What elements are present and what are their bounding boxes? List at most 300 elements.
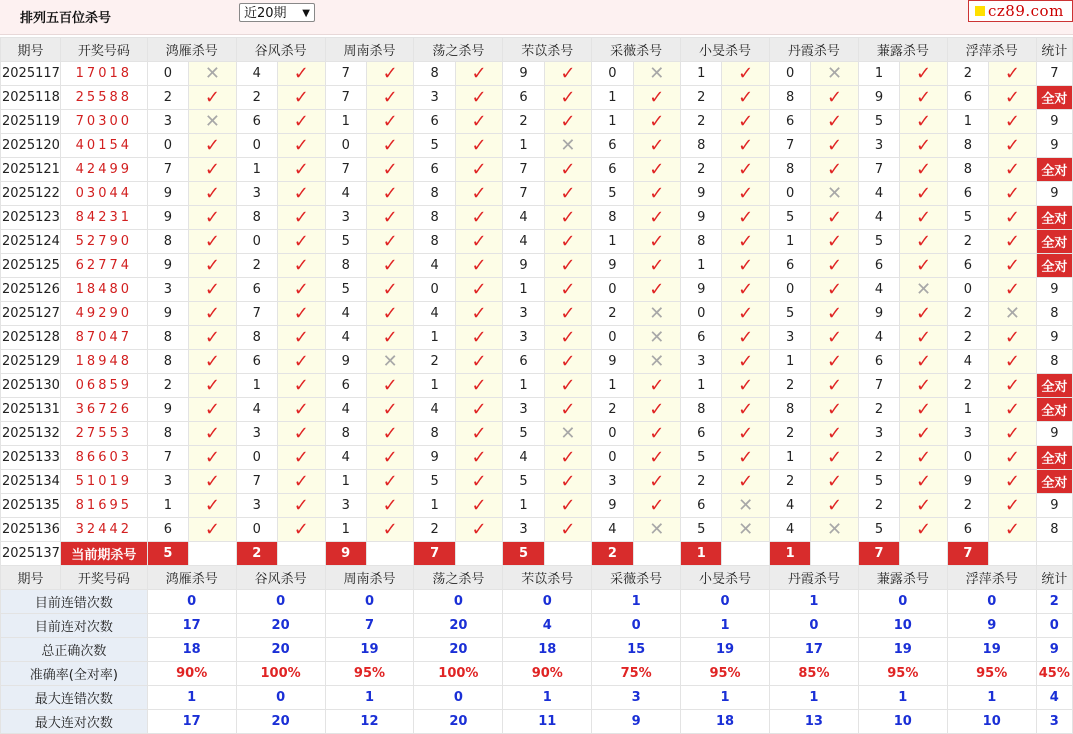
correct-mark-cell xyxy=(633,278,681,302)
correct-mark-cell xyxy=(544,86,592,110)
kill-number: 4 xyxy=(503,446,544,470)
check-icon: ✓ xyxy=(1004,230,1020,252)
kill-number: 4 xyxy=(769,518,810,542)
kill-number: 5 xyxy=(325,278,366,302)
correct-mark-cell xyxy=(455,422,503,446)
kill-number: 1 xyxy=(681,374,722,398)
check-icon: ✓ xyxy=(471,518,487,540)
kill-number: 8 xyxy=(681,134,722,158)
correct-mark-cell xyxy=(366,302,414,326)
kill-number: 3 xyxy=(236,422,277,446)
summary-value: 0 xyxy=(858,590,947,614)
correct-mark-cell xyxy=(989,494,1037,518)
correct-mark-cell xyxy=(900,110,948,134)
site-logo[interactable] xyxy=(968,0,1073,22)
check-icon: ✓ xyxy=(560,182,576,204)
summary-value: 20 xyxy=(414,614,503,638)
summary-value: 90% xyxy=(503,662,592,686)
row-stat: 全对 xyxy=(1036,398,1072,422)
check-icon: ✓ xyxy=(827,350,843,372)
correct-mark-cell xyxy=(277,110,325,134)
summary-value: 0 xyxy=(769,614,858,638)
correct-mark-cell xyxy=(900,134,948,158)
summary-value: 7 xyxy=(325,614,414,638)
check-icon: ✓ xyxy=(471,182,487,204)
check-icon: ✓ xyxy=(293,278,309,300)
check-icon: ✓ xyxy=(471,422,487,444)
current-issue-number: 2025137 xyxy=(1,542,61,566)
table-row xyxy=(1,422,1073,446)
check-icon: ✓ xyxy=(382,446,398,468)
summary-value: 20 xyxy=(414,710,503,734)
correct-mark-cell xyxy=(189,422,237,446)
correct-mark-cell xyxy=(900,494,948,518)
correct-mark-cell xyxy=(989,62,1037,86)
check-icon: ✓ xyxy=(293,518,309,540)
kill-number: 4 xyxy=(236,62,277,86)
correct-mark-cell xyxy=(989,278,1037,302)
kill-number: 9 xyxy=(147,302,188,326)
kill-number: 3 xyxy=(147,470,188,494)
kill-number: 4 xyxy=(414,254,455,278)
check-icon: ✓ xyxy=(738,206,754,228)
table-row xyxy=(1,302,1073,326)
kill-number: 1 xyxy=(769,230,810,254)
kill-number: 1 xyxy=(947,110,988,134)
check-icon: ✓ xyxy=(738,326,754,348)
kill-number: 8 xyxy=(414,230,455,254)
kill-number: 6 xyxy=(147,518,188,542)
correct-mark-cell xyxy=(633,230,681,254)
kill-number: 0 xyxy=(769,62,810,86)
winning-number: 27553 xyxy=(60,422,147,446)
wrong-mark-cell xyxy=(544,422,592,446)
winning-number: 81695 xyxy=(60,494,147,518)
column-header-winning-number: 开奖号码 xyxy=(60,38,147,62)
winning-number: 42499 xyxy=(60,158,147,182)
kill-number: 6 xyxy=(858,254,899,278)
summary-value: 0 xyxy=(414,686,503,710)
check-icon: ✓ xyxy=(1004,518,1020,540)
check-icon: ✓ xyxy=(1004,86,1020,108)
correct-mark-cell xyxy=(633,398,681,422)
row-stat: 8 xyxy=(1036,518,1072,542)
correct-mark-cell xyxy=(900,398,948,422)
kill-number: 0 xyxy=(592,278,633,302)
check-icon: ✓ xyxy=(382,302,398,324)
row-stat: 7 xyxy=(1036,62,1072,86)
check-icon: ✓ xyxy=(293,182,309,204)
correct-mark-cell xyxy=(277,518,325,542)
check-icon: ✓ xyxy=(827,470,843,492)
check-icon: ✓ xyxy=(293,134,309,156)
correct-mark-cell xyxy=(900,350,948,374)
correct-mark-cell xyxy=(544,350,592,374)
wrong-mark-cell xyxy=(189,110,237,134)
row-stat: 8 xyxy=(1036,302,1072,326)
correct-mark-cell xyxy=(633,158,681,182)
kill-number: 7 xyxy=(325,86,366,110)
wrong-mark-cell xyxy=(989,302,1037,326)
summary-value: 0 xyxy=(236,590,325,614)
kill-number: 6 xyxy=(947,518,988,542)
check-icon: ✓ xyxy=(204,134,220,156)
correct-mark-cell xyxy=(544,326,592,350)
kill-number: 0 xyxy=(147,62,188,86)
check-icon: ✓ xyxy=(915,182,932,204)
summary-value: 18 xyxy=(503,638,592,662)
kill-number: 0 xyxy=(592,326,633,350)
check-icon: ✓ xyxy=(649,422,665,444)
kill-number: 8 xyxy=(414,62,455,86)
kill-number: 2 xyxy=(681,158,722,182)
correct-mark-cell xyxy=(633,494,681,518)
kill-number: 8 xyxy=(947,134,988,158)
check-icon: ✓ xyxy=(293,470,309,492)
check-icon: ✓ xyxy=(827,230,843,252)
check-icon: ✓ xyxy=(471,470,487,492)
kill-number: 2 xyxy=(858,398,899,422)
check-icon: ✓ xyxy=(915,398,932,420)
kill-number: 9 xyxy=(147,206,188,230)
kill-number: 6 xyxy=(414,110,455,134)
correct-mark-cell xyxy=(989,110,1037,134)
check-icon: ✓ xyxy=(382,206,398,228)
kill-number: 8 xyxy=(325,254,366,278)
check-icon: ✓ xyxy=(560,230,576,252)
correct-mark-cell xyxy=(633,110,681,134)
check-icon: ✓ xyxy=(293,110,309,132)
check-icon: ✓ xyxy=(738,110,754,132)
cross-icon: ✕ xyxy=(204,62,220,84)
current-stat-blank xyxy=(1036,542,1072,566)
current-kill-blank xyxy=(811,542,859,566)
kill-number: 2 xyxy=(947,230,988,254)
correct-mark-cell xyxy=(633,446,681,470)
check-icon: ✓ xyxy=(293,494,309,516)
kill-number: 9 xyxy=(414,446,455,470)
summary-value: 18 xyxy=(681,710,770,734)
check-icon: ✓ xyxy=(471,350,487,372)
kill-number: 4 xyxy=(858,326,899,350)
correct-mark-cell xyxy=(277,182,325,206)
kill-number: 0 xyxy=(236,230,277,254)
wrong-mark-cell xyxy=(633,350,681,374)
correct-mark-cell xyxy=(722,398,770,422)
winning-number: 84231 xyxy=(60,206,147,230)
kill-number: 6 xyxy=(325,374,366,398)
check-icon: ✓ xyxy=(204,230,220,252)
correct-mark-cell xyxy=(544,302,592,326)
check-icon: ✓ xyxy=(204,326,220,348)
summary-value: 0 xyxy=(681,590,770,614)
winning-number: 25588 xyxy=(60,86,147,110)
check-icon: ✓ xyxy=(560,446,576,468)
correct-mark-cell xyxy=(189,350,237,374)
kill-number: 2 xyxy=(769,422,810,446)
kill-number: 6 xyxy=(947,182,988,206)
check-icon: ✓ xyxy=(649,398,665,420)
winning-number: 70300 xyxy=(60,110,147,134)
summary-row xyxy=(1,710,1073,734)
correct-mark-cell xyxy=(455,62,503,86)
summary-value: 1 xyxy=(325,686,414,710)
column-header-expert: 鸿雁杀号 xyxy=(147,566,236,590)
kill-number: 8 xyxy=(147,422,188,446)
kill-number: 2 xyxy=(681,470,722,494)
winning-number: 49290 xyxy=(60,302,147,326)
issue-number: 2025123 xyxy=(1,206,61,230)
period-select-value: 近20期 xyxy=(244,6,287,21)
correct-mark-cell xyxy=(544,494,592,518)
check-icon: ✓ xyxy=(560,278,576,300)
correct-mark-cell xyxy=(722,446,770,470)
check-icon: ✓ xyxy=(471,110,487,132)
correct-mark-cell xyxy=(189,182,237,206)
correct-mark-cell xyxy=(722,206,770,230)
check-icon: ✓ xyxy=(382,374,398,396)
period-select[interactable] xyxy=(239,3,315,22)
wrong-mark-cell xyxy=(722,494,770,518)
cross-icon: ✕ xyxy=(738,518,754,540)
correct-mark-cell xyxy=(455,134,503,158)
kill-number: 5 xyxy=(769,302,810,326)
current-kill-blank xyxy=(277,542,325,566)
correct-mark-cell xyxy=(544,230,592,254)
check-icon: ✓ xyxy=(293,230,309,252)
summary-stat: 0 xyxy=(1036,614,1072,638)
row-stat: 全对 xyxy=(1036,158,1072,182)
check-icon: ✓ xyxy=(738,302,754,324)
cross-icon: ✕ xyxy=(915,278,932,300)
kill-number: 5 xyxy=(592,182,633,206)
kill-number: 7 xyxy=(325,158,366,182)
row-stat: 全对 xyxy=(1036,230,1072,254)
check-icon: ✓ xyxy=(915,134,932,156)
wrong-mark-cell xyxy=(189,62,237,86)
kill-number: 7 xyxy=(325,62,366,86)
check-icon: ✓ xyxy=(560,398,576,420)
column-header-expert: 小旻杀号 xyxy=(681,38,770,62)
correct-mark-cell xyxy=(366,230,414,254)
kill-number: 9 xyxy=(147,182,188,206)
winning-number: 36726 xyxy=(60,398,147,422)
check-icon: ✓ xyxy=(738,230,754,252)
kill-number: 9 xyxy=(592,350,633,374)
kill-number: 3 xyxy=(503,518,544,542)
issue-number: 2025120 xyxy=(1,134,61,158)
correct-mark-cell xyxy=(189,470,237,494)
summary-value: 1 xyxy=(947,686,1036,710)
check-icon: ✓ xyxy=(915,230,932,252)
table-row xyxy=(1,182,1073,206)
table-row xyxy=(1,518,1073,542)
check-icon: ✓ xyxy=(560,326,576,348)
summary-row xyxy=(1,638,1073,662)
correct-mark-cell xyxy=(277,422,325,446)
row-stat: 全对 xyxy=(1036,470,1072,494)
table-row xyxy=(1,446,1073,470)
kill-number: 7 xyxy=(769,134,810,158)
wrong-mark-cell xyxy=(900,278,948,302)
correct-mark-cell xyxy=(366,494,414,518)
kill-number: 1 xyxy=(592,374,633,398)
check-icon: ✓ xyxy=(1004,278,1020,300)
correct-mark-cell xyxy=(900,422,948,446)
check-icon: ✓ xyxy=(382,182,398,204)
check-icon: ✓ xyxy=(204,206,220,228)
check-icon: ✓ xyxy=(204,158,220,180)
check-icon: ✓ xyxy=(649,374,665,396)
check-icon: ✓ xyxy=(915,422,932,444)
check-icon: ✓ xyxy=(471,134,487,156)
check-icon: ✓ xyxy=(827,110,843,132)
correct-mark-cell xyxy=(277,86,325,110)
column-header-expert: 浮萍杀号 xyxy=(947,38,1036,62)
summary-value: 9 xyxy=(947,614,1036,638)
check-icon: ✓ xyxy=(649,158,665,180)
kill-number: 5 xyxy=(858,470,899,494)
table-row xyxy=(1,110,1073,134)
correct-mark-cell xyxy=(989,374,1037,398)
summary-value: 0 xyxy=(947,590,1036,614)
correct-mark-cell xyxy=(811,230,859,254)
check-icon: ✓ xyxy=(1004,398,1020,420)
check-icon: ✓ xyxy=(915,110,932,132)
correct-mark-cell xyxy=(811,446,859,470)
correct-mark-cell xyxy=(277,494,325,518)
correct-mark-cell xyxy=(633,470,681,494)
cross-icon: ✕ xyxy=(560,134,576,156)
correct-mark-cell xyxy=(544,374,592,398)
table-row xyxy=(1,494,1073,518)
correct-mark-cell xyxy=(455,278,503,302)
correct-mark-cell xyxy=(544,446,592,470)
row-stat: 9 xyxy=(1036,134,1072,158)
column-header-expert: 蒹露杀号 xyxy=(858,38,947,62)
correct-mark-cell xyxy=(277,302,325,326)
check-icon: ✓ xyxy=(915,86,932,108)
current-issue-row xyxy=(1,542,1073,566)
check-icon: ✓ xyxy=(382,326,398,348)
kill-number: 2 xyxy=(503,110,544,134)
check-icon: ✓ xyxy=(915,206,932,228)
kill-number: 2 xyxy=(414,350,455,374)
check-icon: ✓ xyxy=(471,374,487,396)
cross-icon: ✕ xyxy=(649,326,665,348)
correct-mark-cell xyxy=(366,374,414,398)
table-row xyxy=(1,158,1073,182)
issue-number: 2025125 xyxy=(1,254,61,278)
issue-number: 2025118 xyxy=(1,86,61,110)
check-icon: ✓ xyxy=(471,62,487,84)
check-icon: ✓ xyxy=(649,86,665,108)
kill-number: 8 xyxy=(414,422,455,446)
correct-mark-cell xyxy=(989,158,1037,182)
kill-number: 5 xyxy=(681,518,722,542)
correct-mark-cell xyxy=(989,446,1037,470)
row-stat: 9 xyxy=(1036,422,1072,446)
kill-number: 8 xyxy=(147,326,188,350)
winning-number: 51019 xyxy=(60,470,147,494)
kill-number: 4 xyxy=(325,398,366,422)
check-icon: ✓ xyxy=(915,326,932,348)
kill-number: 4 xyxy=(414,302,455,326)
kill-number: 0 xyxy=(592,62,633,86)
correct-mark-cell xyxy=(811,254,859,278)
kill-number: 7 xyxy=(858,374,899,398)
correct-mark-cell xyxy=(544,182,592,206)
correct-mark-cell xyxy=(189,254,237,278)
correct-mark-cell xyxy=(900,230,948,254)
cross-icon: ✕ xyxy=(204,110,220,132)
correct-mark-cell xyxy=(455,86,503,110)
correct-mark-cell xyxy=(989,230,1037,254)
column-header-expert: 小旻杀号 xyxy=(681,566,770,590)
kill-number: 2 xyxy=(592,302,633,326)
kill-number: 0 xyxy=(769,182,810,206)
summary-value: 1 xyxy=(147,686,236,710)
check-icon: ✓ xyxy=(738,374,754,396)
check-icon: ✓ xyxy=(738,278,754,300)
kill-number: 6 xyxy=(592,134,633,158)
check-icon: ✓ xyxy=(827,374,843,396)
correct-mark-cell xyxy=(366,446,414,470)
kill-number: 0 xyxy=(681,302,722,326)
kill-number: 8 xyxy=(236,206,277,230)
check-icon: ✓ xyxy=(915,518,932,540)
current-kill-number: 5 xyxy=(503,542,544,566)
correct-mark-cell xyxy=(366,86,414,110)
kill-number: 1 xyxy=(592,86,633,110)
check-icon: ✓ xyxy=(293,158,309,180)
check-icon: ✓ xyxy=(560,62,576,84)
kill-number: 2 xyxy=(769,470,810,494)
correct-mark-cell xyxy=(900,158,948,182)
correct-mark-cell xyxy=(455,350,503,374)
winning-number: 52790 xyxy=(60,230,147,254)
kill-number: 6 xyxy=(236,350,277,374)
check-icon: ✓ xyxy=(293,350,309,372)
correct-mark-cell xyxy=(722,326,770,350)
logo-square-icon xyxy=(975,6,985,16)
correct-mark-cell xyxy=(277,206,325,230)
kill-number: 8 xyxy=(236,326,277,350)
correct-mark-cell xyxy=(455,110,503,134)
kill-number: 9 xyxy=(325,350,366,374)
kill-number: 0 xyxy=(325,134,366,158)
chevron-down-icon: ▼ xyxy=(302,8,310,19)
correct-mark-cell xyxy=(366,110,414,134)
summary-value: 1 xyxy=(769,590,858,614)
check-icon: ✓ xyxy=(204,470,220,492)
check-icon: ✓ xyxy=(204,494,220,516)
correct-mark-cell xyxy=(811,350,859,374)
check-icon: ✓ xyxy=(649,470,665,492)
current-kill-blank xyxy=(900,542,948,566)
issue-number: 2025136 xyxy=(1,518,61,542)
check-icon: ✓ xyxy=(204,86,220,108)
column-header-expert: 浮萍杀号 xyxy=(947,566,1036,590)
check-icon: ✓ xyxy=(471,278,487,300)
wrong-mark-cell xyxy=(544,134,592,158)
check-icon: ✓ xyxy=(471,86,487,108)
check-icon: ✓ xyxy=(1004,326,1020,348)
check-icon: ✓ xyxy=(649,134,665,156)
current-kill-number: 7 xyxy=(858,542,899,566)
check-icon: ✓ xyxy=(1004,182,1020,204)
kill-number: 1 xyxy=(147,494,188,518)
